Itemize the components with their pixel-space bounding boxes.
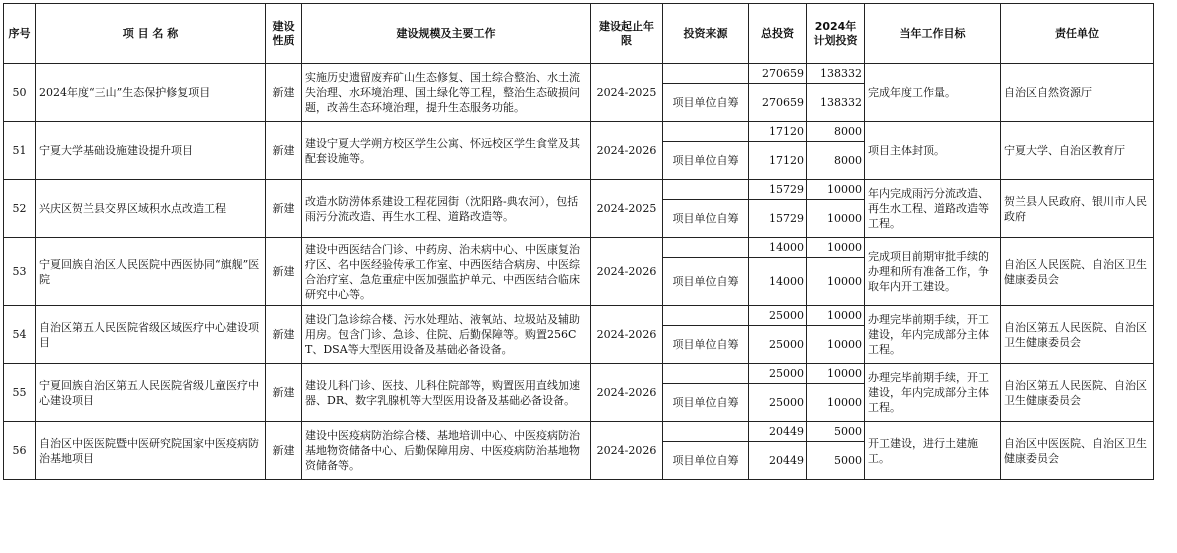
cell-source-blank <box>663 364 749 384</box>
cell-plan-sub: 10000 <box>807 200 865 238</box>
cell-plan: 8000 <box>807 122 865 142</box>
cell-plan: 138332 <box>807 64 865 84</box>
cell-scale: 改造水防涝体系建设工程花园街（沈阳路-典农河），包括雨污分流改造、再生水工程、道路改造等。 <box>302 180 591 238</box>
cell-no: 54 <box>4 306 36 364</box>
cell-goal: 完成年度工作量。 <box>865 64 1001 122</box>
cell-goal: 办理完毕前期手续，开工建设，年内完成部分主体工程。 <box>865 364 1001 422</box>
cell-name: 宁夏大学基础设施建设提升项目 <box>36 122 266 180</box>
header-period: 建设起止年限 <box>591 4 663 64</box>
cell-goal: 完成项目前期审批手续的办理和所有准备工作，争取年内开工建设。 <box>865 238 1001 306</box>
cell-plan: 10000 <box>807 238 865 258</box>
cell-goal: 年内完成雨污分流改造、再生水工程、道路改造等工程。 <box>865 180 1001 238</box>
cell-scale: 建设门急诊综合楼、污水处理站、液氧站、垃圾站及辅助用房。包含门诊、急诊、住院、后勤保障等。购置256CT、DSA等大型医用设备及基础必备设备。 <box>302 306 591 364</box>
cell-nature: 新建 <box>266 422 302 480</box>
cell-unit: 自治区中医医院、自治区卫生健康委员会 <box>1001 422 1154 480</box>
header-row <box>4 4 1154 64</box>
cell-unit: 自治区第五人民医院、自治区卫生健康委员会 <box>1001 364 1154 422</box>
table-row <box>4 364 1154 384</box>
cell-scale: 建设中医疫病防治综合楼、基地培训中心、中医疫病防治基地物资储备中心、后勤保障用房、中医疫病防治基地物资储备等。 <box>302 422 591 480</box>
cell-total: 270659 <box>749 64 807 84</box>
cell-no: 55 <box>4 364 36 422</box>
cell-nature: 新建 <box>266 364 302 422</box>
cell-nature: 新建 <box>266 64 302 122</box>
cell-no: 56 <box>4 422 36 480</box>
cell-goal: 开工建设，进行土建施工。 <box>865 422 1001 480</box>
cell-plan-sub: 8000 <box>807 142 865 180</box>
cell-plan-sub: 5000 <box>807 442 865 480</box>
cell-name: 宁夏回族自治区人民医院中西医协同“旗舰”医院 <box>36 238 266 306</box>
table-row <box>4 122 1154 142</box>
cell-plan: 5000 <box>807 422 865 442</box>
header-scale: 建设规模及主要工作 <box>302 4 591 64</box>
table-row <box>4 64 1154 84</box>
cell-source-blank <box>663 422 749 442</box>
cell-name: 自治区第五人民医院省级区域医疗中心建设项目 <box>36 306 266 364</box>
cell-period: 2024-2026 <box>591 306 663 364</box>
cell-plan-sub: 138332 <box>807 84 865 122</box>
header-unit: 责任单位 <box>1001 4 1154 64</box>
table-row <box>4 180 1154 200</box>
cell-total: 17120 <box>749 122 807 142</box>
cell-source-blank <box>663 238 749 258</box>
cell-no: 52 <box>4 180 36 238</box>
cell-unit: 贺兰县人民政府、银川市人民政府 <box>1001 180 1154 238</box>
header-name: 项 目 名 称 <box>36 4 266 64</box>
table-row <box>4 422 1154 442</box>
cell-total: 25000 <box>749 364 807 384</box>
cell-unit: 自治区第五人民医院、自治区卫生健康委员会 <box>1001 306 1154 364</box>
cell-total-sub: 25000 <box>749 384 807 422</box>
cell-unit: 宁夏大学、自治区教育厅 <box>1001 122 1154 180</box>
cell-nature: 新建 <box>266 306 302 364</box>
cell-plan: 10000 <box>807 180 865 200</box>
cell-source-blank <box>663 180 749 200</box>
cell-total-sub: 25000 <box>749 326 807 364</box>
cell-source: 项目单位自筹 <box>663 258 749 306</box>
cell-no: 51 <box>4 122 36 180</box>
cell-total-sub: 270659 <box>749 84 807 122</box>
cell-total-sub: 20449 <box>749 442 807 480</box>
cell-plan-sub: 10000 <box>807 384 865 422</box>
cell-source: 项目单位自筹 <box>663 384 749 422</box>
cell-source-blank <box>663 306 749 326</box>
cell-goal: 项目主体封顶。 <box>865 122 1001 180</box>
cell-source-blank <box>663 64 749 84</box>
cell-plan-sub: 10000 <box>807 258 865 306</box>
cell-total: 20449 <box>749 422 807 442</box>
cell-source-blank <box>663 122 749 142</box>
cell-name: 2024年度“三山”生态保护修复项目 <box>36 64 266 122</box>
cell-period: 2024-2025 <box>591 64 663 122</box>
header-plan: 2024年计划投资 <box>807 4 865 64</box>
cell-nature: 新建 <box>266 238 302 306</box>
cell-no: 53 <box>4 238 36 306</box>
cell-period: 2024-2026 <box>591 364 663 422</box>
cell-total: 15729 <box>749 180 807 200</box>
cell-plan: 10000 <box>807 364 865 384</box>
cell-nature: 新建 <box>266 180 302 238</box>
header-source: 投资来源 <box>663 4 749 64</box>
cell-scale: 建设宁夏大学朔方校区学生公寓、怀远校区学生食堂及其配套设施等。 <box>302 122 591 180</box>
cell-plan-sub: 10000 <box>807 326 865 364</box>
header-total: 总投资 <box>749 4 807 64</box>
cell-total-sub: 14000 <box>749 258 807 306</box>
cell-no: 50 <box>4 64 36 122</box>
cell-period: 2024-2026 <box>591 422 663 480</box>
project-table <box>3 3 1154 480</box>
cell-name: 自治区中医医院暨中医研究院国家中医疫病防治基地项目 <box>36 422 266 480</box>
cell-plan: 10000 <box>807 306 865 326</box>
cell-period: 2024-2026 <box>591 122 663 180</box>
cell-source: 项目单位自筹 <box>663 200 749 238</box>
cell-total: 25000 <box>749 306 807 326</box>
table-row <box>4 306 1154 326</box>
cell-period: 2024-2025 <box>591 180 663 238</box>
cell-total-sub: 17120 <box>749 142 807 180</box>
cell-total: 14000 <box>749 238 807 258</box>
cell-period: 2024-2026 <box>591 238 663 306</box>
cell-goal: 办理完毕前期手续，开工建设，年内完成部分主体工程。 <box>865 306 1001 364</box>
cell-source: 项目单位自筹 <box>663 84 749 122</box>
cell-scale: 实施历史遗留废弃矿山生态修复、国土综合整治、水土流失治理、水环境治理、国土绿化等工程，整治生态破损问题，改善生态环境治理，提升生态服务功能。 <box>302 64 591 122</box>
cell-source: 项目单位自筹 <box>663 442 749 480</box>
header-nature: 建设性质 <box>266 4 302 64</box>
cell-scale: 建设中西医结合门诊、中药房、治未病中心、中医康复治疗区、名中医经验传承工作室、中西医结合病房、中医综合治疗室、急危重症中医加强监护单元、中西医结合临床研究中心等。 <box>302 238 591 306</box>
cell-unit: 自治区人民医院、自治区卫生健康委员会 <box>1001 238 1154 306</box>
cell-scale: 建设儿科门诊、医技、儿科住院部等，购置医用直线加速器、DR、数字乳腺机等大型医用设备及基础必备设备。 <box>302 364 591 422</box>
header-no: 序号 <box>4 4 36 64</box>
cell-source: 项目单位自筹 <box>663 142 749 180</box>
cell-nature: 新建 <box>266 122 302 180</box>
cell-source: 项目单位自筹 <box>663 326 749 364</box>
cell-name: 宁夏回族自治区第五人民医院省级儿童医疗中心建设项目 <box>36 364 266 422</box>
header-goal: 当年工作目标 <box>865 4 1001 64</box>
cell-name: 兴庆区贺兰县交界区域积水点改造工程 <box>36 180 266 238</box>
cell-total-sub: 15729 <box>749 200 807 238</box>
table-row <box>4 238 1154 258</box>
cell-unit: 自治区自然资源厅 <box>1001 64 1154 122</box>
